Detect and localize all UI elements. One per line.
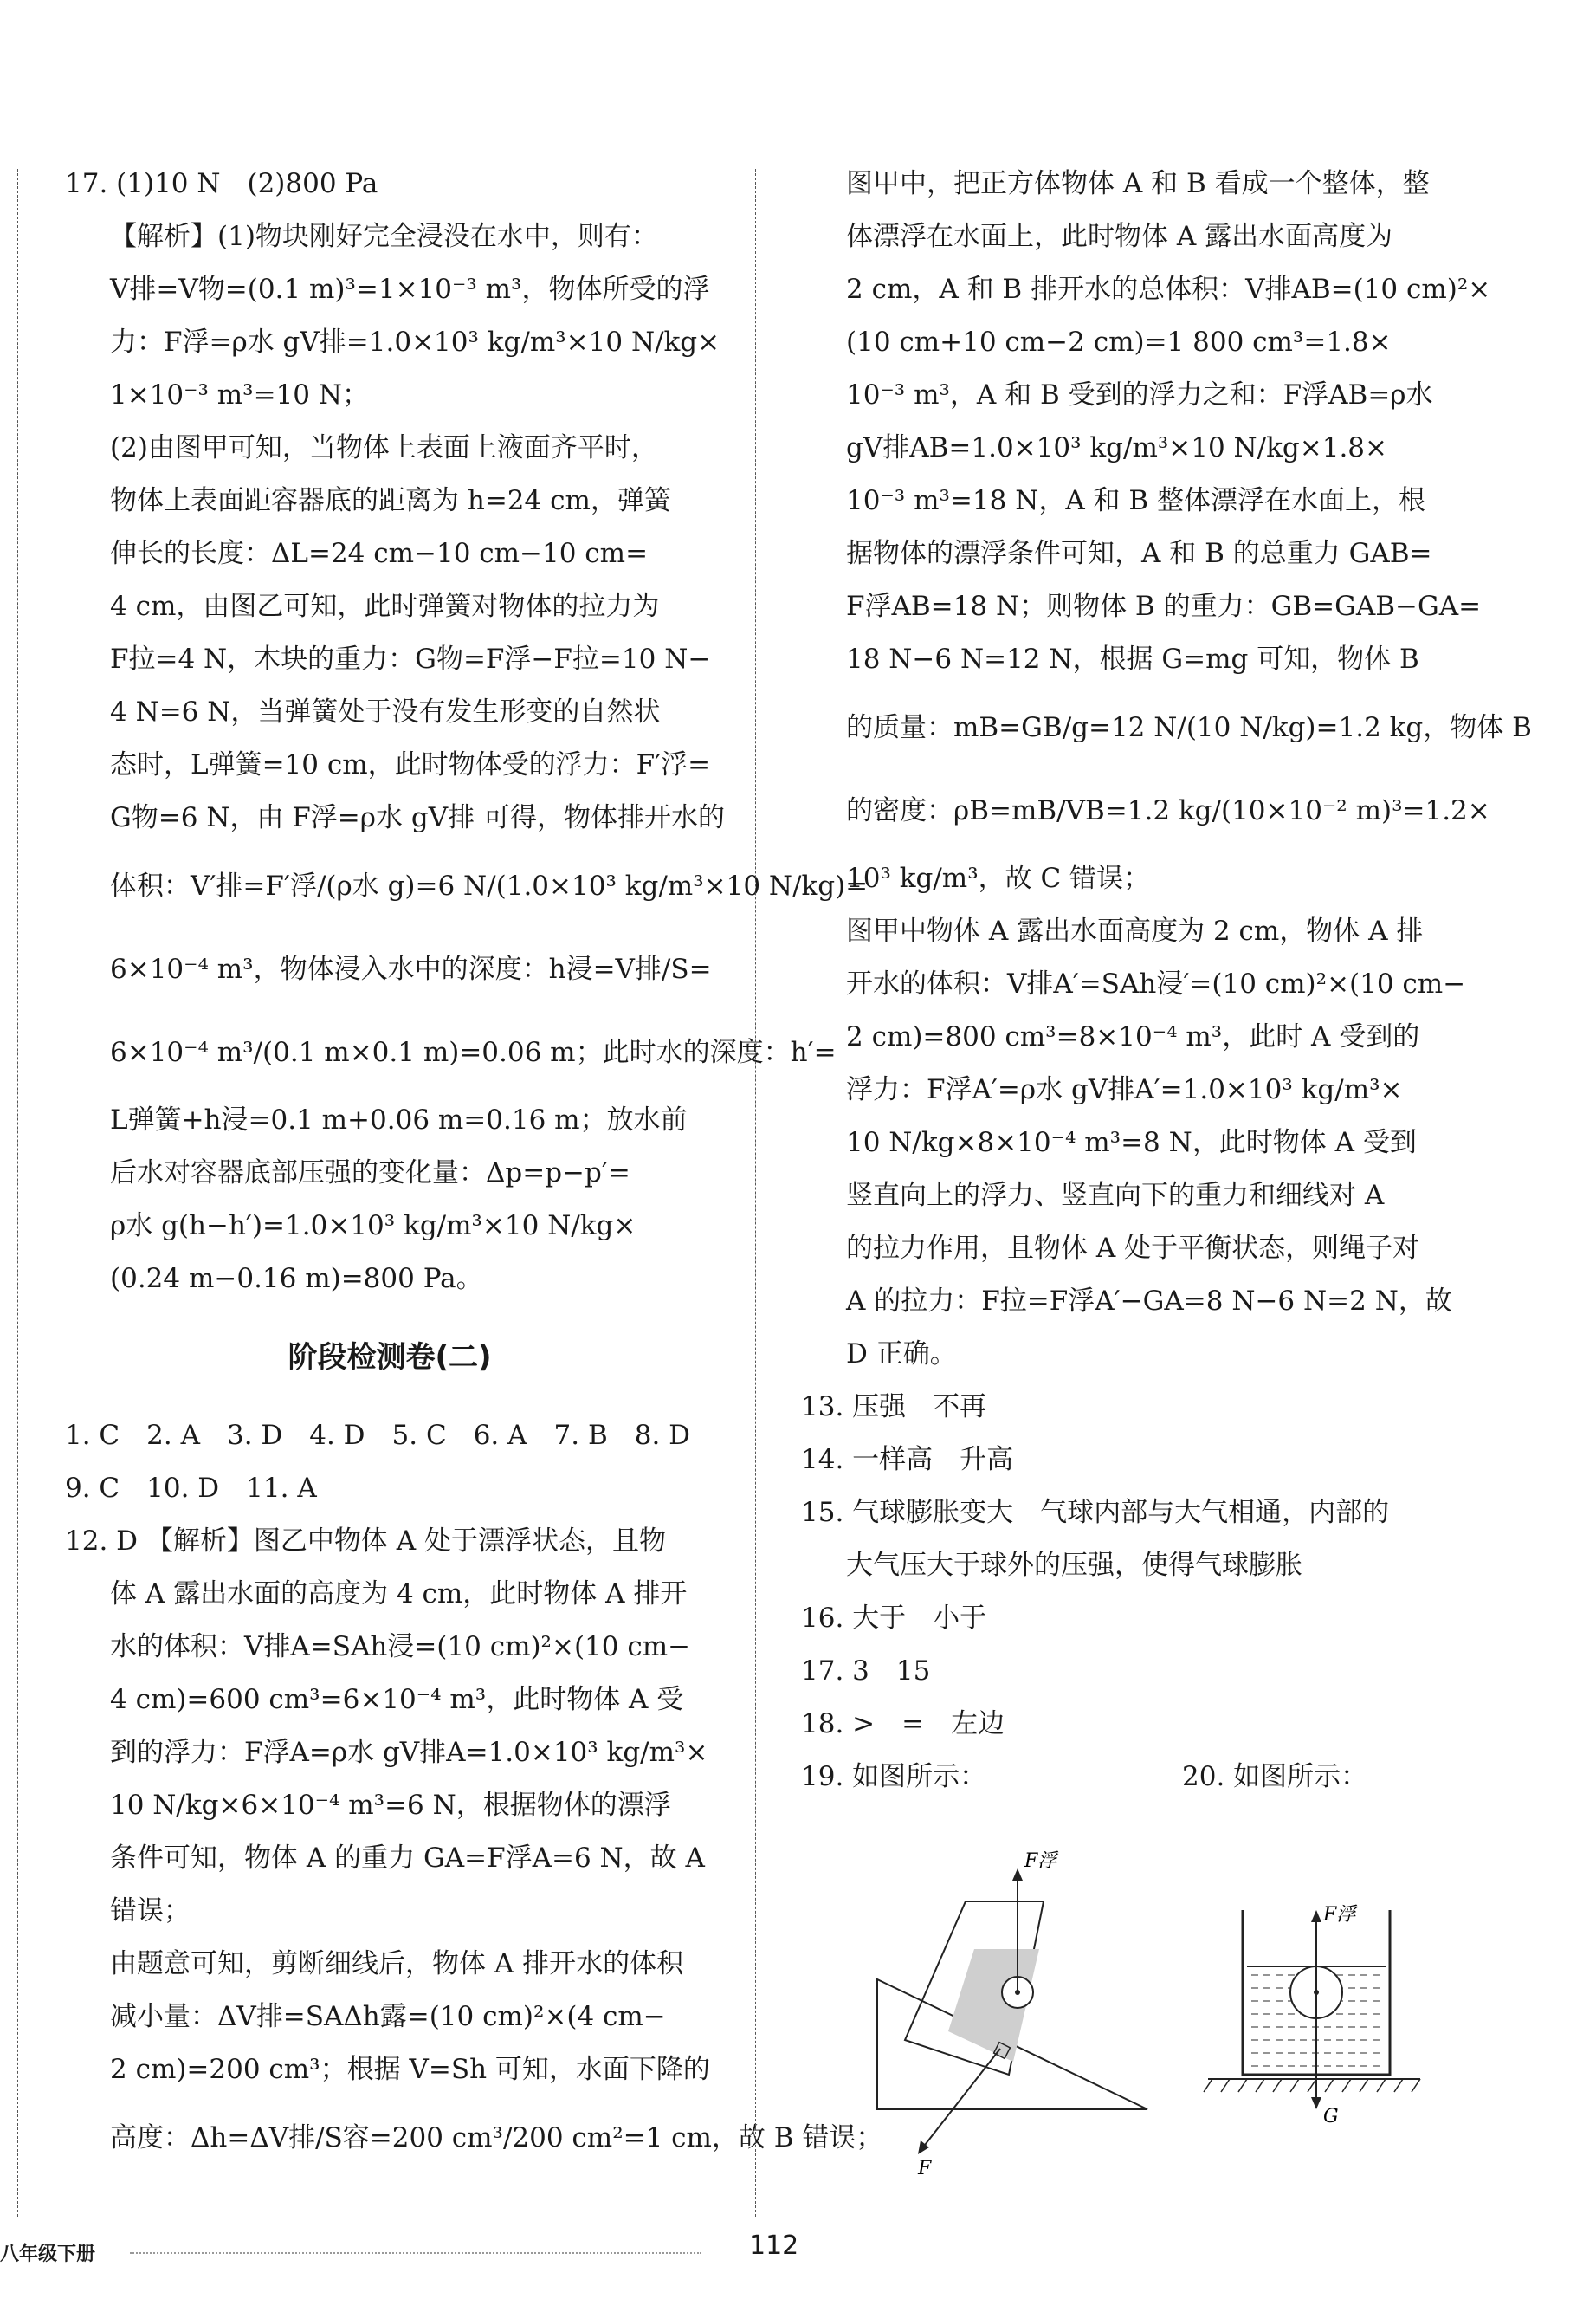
- text-line: gV排AB=1.0×10³ kg/m³×10 N/kg×1.8×: [846, 432, 1387, 463]
- text-line: (10 cm+10 cm−2 cm)=1 800 cm³=1.8×: [846, 327, 1392, 358]
- text-line: 错误；: [110, 1895, 191, 1927]
- formula-line: 的质量：mB=GB/g=12 N/(10 N/kg)=1.2 kg，物体 B: [846, 712, 1532, 743]
- text-line: 2 cm)=800 cm³=8×10⁻⁴ m³，此时 A 受到的: [846, 1021, 1420, 1052]
- text-line: 竖直向上的浮力、竖直向下的重力和细线对 A: [846, 1180, 1385, 1211]
- label-f: F: [918, 2158, 932, 2179]
- answer-13: 13. 压强 不再: [801, 1391, 987, 1422]
- arrowhead: [1012, 1868, 1023, 1881]
- text-line: A 的拉力：F拉=F浮A′−GA=8 N−6 N=2 N，故: [846, 1286, 1452, 1317]
- text-line: F拉=4 N，木块的重力：G物=F浮−F拉=10 N−: [110, 644, 711, 675]
- text-line: 2 cm)=200 cm³；根据 V=Sh 可知，水面下降的: [110, 2054, 710, 2085]
- right-column: [801, 158, 1532, 1804]
- answer-12: 12. D 【解析】图乙中物体 A 处于漂浮状态，且物: [65, 1525, 666, 1557]
- text-line: V排=V物=(0.1 m)³=1×10⁻³ m³，物体所受的浮: [110, 274, 710, 305]
- answer-17: 17. (1)10 N (2)800 Pa: [65, 168, 378, 199]
- ground-hatch: [1204, 2079, 1420, 2092]
- formula-line: 6×10⁻⁴ m³，物体浸入水中的深度：h浸=V排/S=: [110, 954, 712, 985]
- text-line: 4 cm)=600 cm³=6×10⁻⁴ m³，此时物体 A 受: [110, 1684, 684, 1715]
- text-line: 大气压大于球外的压强，使得气球膨胀: [846, 1550, 1302, 1581]
- answer-15: 15. 气球膨胀变大 气球内部与大气相通，内部的: [801, 1497, 1390, 1528]
- text-line: 浮力：F浮A′=ρ水 gV排A′=1.0×10³ kg/m³×: [846, 1074, 1403, 1105]
- text-line: 由题意可知，剪断细线后，物体 A 排开水的体积: [110, 1948, 684, 1979]
- label-f-buoyancy: F浮: [1024, 1850, 1057, 1872]
- text-line: 图甲中，把正方体物体 A 和 B 看成一个整体，整: [846, 168, 1430, 199]
- text-line: 10⁻³ m³=18 N，A 和 B 整体漂浮在水面上，根: [846, 485, 1426, 516]
- text-line: 力：F浮=ρ水 gV排=1.0×10³ kg/m³×10 N/kg×: [110, 327, 720, 358]
- text-line: 据物体的漂浮条件可知，A 和 B 的总重力 GAB=: [846, 538, 1432, 569]
- text-line: 体 A 露出水面的高度为 4 cm，此时物体 A 排开: [110, 1578, 688, 1609]
- text-line: 后水对容器底部压强的变化量：Δp=p−p′=: [110, 1157, 630, 1188]
- left-margin-rule: [17, 169, 18, 2217]
- formula-line: 体积：V′排=F′浮/(ρ水 g)=6 N/(1.0×10³ kg/m³×10 N/kg)=: [110, 871, 869, 902]
- answer-18: 18. > = 左边: [801, 1708, 1005, 1739]
- formula-line: 6×10⁻⁴ m³/(0.1 m×0.1 m)=0.06 m；此时水的深度：h′=: [110, 1037, 837, 1068]
- text-line: 18 N−6 N=12 N，根据 G=mg 可知，物体 B: [846, 644, 1419, 675]
- page-number: 112: [749, 2231, 799, 2261]
- text-line: D 正确。: [846, 1338, 957, 1370]
- label-g: G: [1323, 2106, 1339, 2127]
- text-line: 4 cm，由图乙可知，此时弹簧对物体的拉力为: [110, 591, 660, 622]
- section-heading: 阶段检测卷(二): [288, 1340, 492, 1375]
- footer-grade: 八年级下册: [0, 2244, 96, 2265]
- text-line: 1×10⁻³ m³=10 N；: [110, 379, 370, 411]
- text-line: 物体上表面距容器底的距离为 h=24 cm，弹簧: [110, 485, 671, 516]
- text-line: 2 cm，A 和 B 排开水的总体积：V排AB=(10 cm)²×: [846, 274, 1491, 305]
- text-line: 条件可知，物体 A 的重力 GA=F浮A=6 N，故 A: [110, 1842, 705, 1874]
- text-line: (0.24 m−0.16 m)=800 Pa。: [110, 1263, 483, 1294]
- arrowhead: [1311, 2097, 1321, 2109]
- arrowhead: [1311, 1910, 1321, 1922]
- text-line: L弹簧+h浸=0.1 m+0.06 m=0.16 m；放水前: [110, 1104, 688, 1136]
- answers-row: 9. C 10. D 11. A: [65, 1473, 317, 1504]
- text-line: 10³ kg/m³，故 C 错误；: [846, 863, 1151, 894]
- footer-rule: [130, 2252, 701, 2254]
- text-line: 开水的体积：V排A′=SAh浸′=(10 cm)²×(10 cm−: [846, 968, 1466, 1000]
- text-line: F浮AB=18 N；则物体 B 的重力：GB=GAB−GA=: [846, 591, 1482, 622]
- text-line: 到的浮力：F浮A=ρ水 gV排A=1.0×10³ kg/m³×: [110, 1737, 708, 1768]
- text-line: 水的体积：V排A=SAh浸=(10 cm)²×(10 cm−: [110, 1631, 691, 1662]
- answer-19-20-row: [801, 1751, 1451, 1804]
- text-line: 伸长的长度：ΔL=24 cm−10 cm−10 cm=: [110, 538, 649, 569]
- text-line: 态时，L弹簧=10 cm，此时物体受的浮力：F′浮=: [110, 749, 711, 780]
- text-line: 10 N/kg×8×10⁻⁴ m³=8 N，此时物体 A 受到: [846, 1127, 1417, 1158]
- text-line: 的拉力作用，且物体 A 处于平衡状态，则绳子对: [846, 1233, 1420, 1264]
- pressure-arrow: [922, 2049, 1000, 2148]
- formula-line: 高度：Δh=ΔV排/S容=200 cm³/200 cm²=1 cm，故 B 错误；: [110, 2122, 883, 2153]
- answer-16: 16. 大于 小于: [801, 1603, 987, 1634]
- text-line: 10⁻³ m³，A 和 B 受到的浮力之和：F浮AB=ρ水: [846, 379, 1433, 411]
- text-line: 减小量：ΔV排=SAΔh露=(10 cm)²×(4 cm−: [110, 2001, 666, 2032]
- text-line: 4 N=6 N，当弹簧处于没有发生形变的自然状: [110, 696, 661, 728]
- answer-17: 17. 3 15: [801, 1655, 931, 1687]
- label-f-buoyancy: F浮: [1323, 1904, 1356, 1926]
- figure-19: [870, 1849, 1165, 2179]
- text-line: 10 N/kg×6×10⁻⁴ m³=6 N，根据物体的漂浮: [110, 1790, 671, 1821]
- figure-20: [1204, 1901, 1429, 2144]
- text-line: 图甲中物体 A 露出水面高度为 2 cm，物体 A 排: [846, 916, 1424, 947]
- text-line: (2)由图甲可知，当物体上表面上液面齐平时，: [110, 432, 658, 463]
- text-line: ρ水 g(h−h′)=1.0×10³ kg/m³×10 N/kg×: [110, 1210, 636, 1241]
- formula-line: 的密度：ρB=mB/VB=1.2 kg/(10×10⁻² m)³=1.2×: [846, 795, 1490, 826]
- text-line: G物=6 N，由 F浮=ρ水 gV排 可得，物体排开水的: [110, 802, 725, 833]
- answer-20: 20. 如图所示：: [1182, 1761, 1368, 1792]
- answer-14: 14. 一样高 升高: [801, 1444, 1014, 1475]
- text-line: 体漂浮在水面上，此时物体 A 露出水面高度为: [846, 221, 1393, 252]
- answer-19: 19. 如图所示：: [801, 1761, 987, 1792]
- column-divider: [755, 169, 756, 2217]
- answers-row: 1. C 2. A 3. D 4. D 5. C 6. A 7. B 8. D: [65, 1420, 691, 1451]
- text-line: 【解析】(1)物块刚好完全浸没在水中，则有：: [110, 221, 658, 252]
